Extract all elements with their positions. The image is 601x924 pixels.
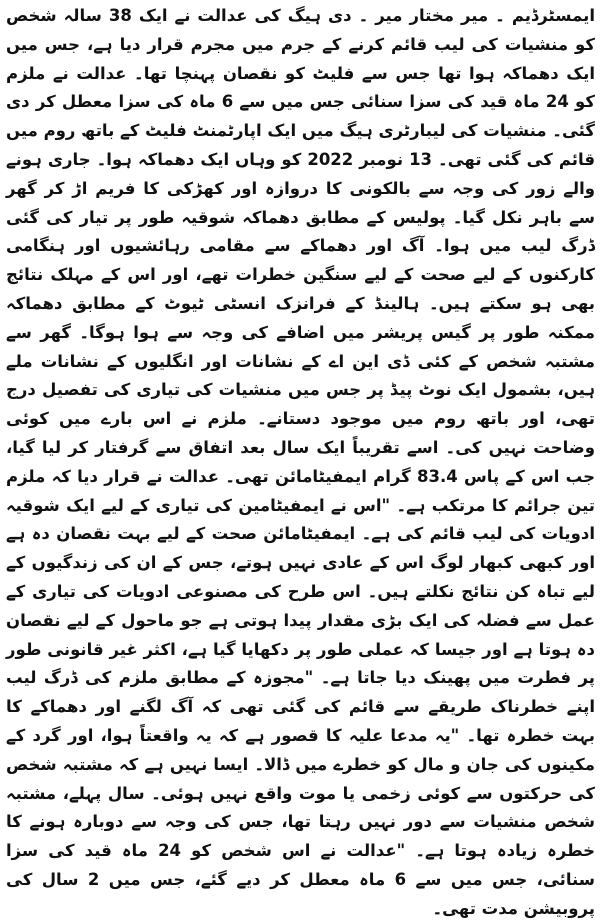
- article-text-segment: ماہ قید کی سزا سنائی، جس میں سے: [6, 841, 595, 889]
- article-number: 2: [87, 869, 100, 889]
- article-number: 24: [545, 92, 569, 112]
- article-text-segment: سالہ شخص کو منشیات کی لیب قائم کرنے کے جرم میں مجرم قرار دیا ہے، جس میں ایک دھماکہ ہوا تھا جس سے فلیٹ کو نقصان پہنچا تھا۔ عدالت نے ملزم کو: [6, 6, 595, 112]
- article-text-segment: کو وہاں ایک دھماکہ ہوا۔ جاری ہونے والے زور کی وجہ سے بالکونی کا دروازہ اور کھڑکی کا فریم اڑ کر گھر سے باہر نکل گیا۔ پولیس کے مطابق دھماکہ شوقیہ طور پر تیار کی گئی ڈرگ لیب میں ہوا۔ آگ اور دھماکے سے مقامی رہائشیوں اور ہنگامی کارکنوں کے لیے صحت کے لیے سنگین خطرات تھے، اور اس کے مہلک نتائج بھی ہو سکتے ہیں۔ ہالینڈ کے فرانزک انسٹی ٹیوٹ کے مطابق دھماکہ ممکنہ طور پر گیس پریشر میں اضافے کی وجہ سے ہوا ہوگا۔ گھر سے مشتبہ شخص کے کئی ڈی این اے کے نشانات اور انگلیوں کے نشانات ملے ہیں، بشمول ایک نوٹ پیڈ پر جس میں منشیات کی تیاری کی تفصیل درج تھی، اور باتھ روم میں موجود دستانے۔ ملزم نے اس بارے میں کوئی وضاحت نہیں کی۔ اسے تقریباً ایک سال بعد اتفاق سے گرفتار کر لیا گیا، جب اس کے پاس: [6, 149, 595, 486]
- article-number: 83.4: [417, 466, 458, 486]
- article-number: 6: [221, 92, 234, 112]
- article-number: 2022: [307, 149, 354, 169]
- article-text-segment: نومبر: [353, 149, 410, 169]
- article-text-segment: ماہ کی سزا معطل کر دی گئی۔ منشیات کی لیبارٹری ہیگ میں ایک اپارٹمنٹ فلیٹ کے باتھ روم میں قائم کی گئی تھی۔: [6, 92, 596, 169]
- article-text-segment: ایمسٹرڈیم ۔ میر مختار میر ۔ دی ہیگ کی عدالت نے ایک: [131, 6, 595, 25]
- article-text-segment: سال کی پروبیشن مدت تھی۔: [6, 869, 595, 918]
- article-number: 38: [108, 6, 132, 25]
- article-number: 24: [158, 841, 182, 861]
- article-number: 13: [409, 149, 433, 169]
- article-number: 6: [394, 869, 407, 889]
- article-text-segment: ماہ معطل کر دیے گئے، جس میں: [99, 869, 395, 889]
- article-text-segment: ماہ قید کی سزا سنائی جس میں سے: [233, 92, 546, 112]
- article-text-segment: گرام ایمفیٹامائن تھی۔ عدالت نے قرار دیا کہ ملزم تین جرائم کا مرتکب ہے۔ "اس نے ایمفیٹامین کی تیاری کے لیے ایک شوقیہ ادویات کی لیب قائم کی ہے۔ ایمفیٹامائن صحت کے لیے بہت نقصان دہ ہے اور کبھی کبھار لوگ اس کے عادی نہیں ہوتے، جس کے ان کی زندگیوں کے لیے تباہ کن نتائج نکلتے ہیں۔ اس طرح کی مصنوعی ادویات کی تیاری کے عمل سے فضلہ کی ایک بڑی مقدار پیدا ہوتی ہے جو ماحول کے لیے نقصان دہ ہوتا ہے اور جیسا کہ عملی طور پر دکھایا گیا ہے، اکثر غیر قانونی طور پر فطرت میں پھینک دیا جاتا ہے۔ "مجوزہ کے مطابق ملزم کی ڈرگ لیب اپنے خطرناک طریقے سے قائم کی گئی تھی کہ آگ لگنے اور دھماکے کا بہت خطرہ تھا۔ "یہ مدعا علیہ کا قصور ہے کہ یہ واقعتاً ہوا، اور گرد کے مکینوں کی جان و مال کو خطرے میں ڈالا۔ ایسا نہیں ہے کہ مشتبہ شخص کی حرکتوں سے کوئی زخمی یا موت واقع نہیں ہوئی۔ سال پہلے، مشتبہ شخص منشیات سے دور نہیں رہتا تھا، جس کی وجہ سے دوبارہ ہونے کا خطرہ زیادہ ہوتا ہے۔ "عدالت نے اس شخص کو: [6, 466, 595, 861]
